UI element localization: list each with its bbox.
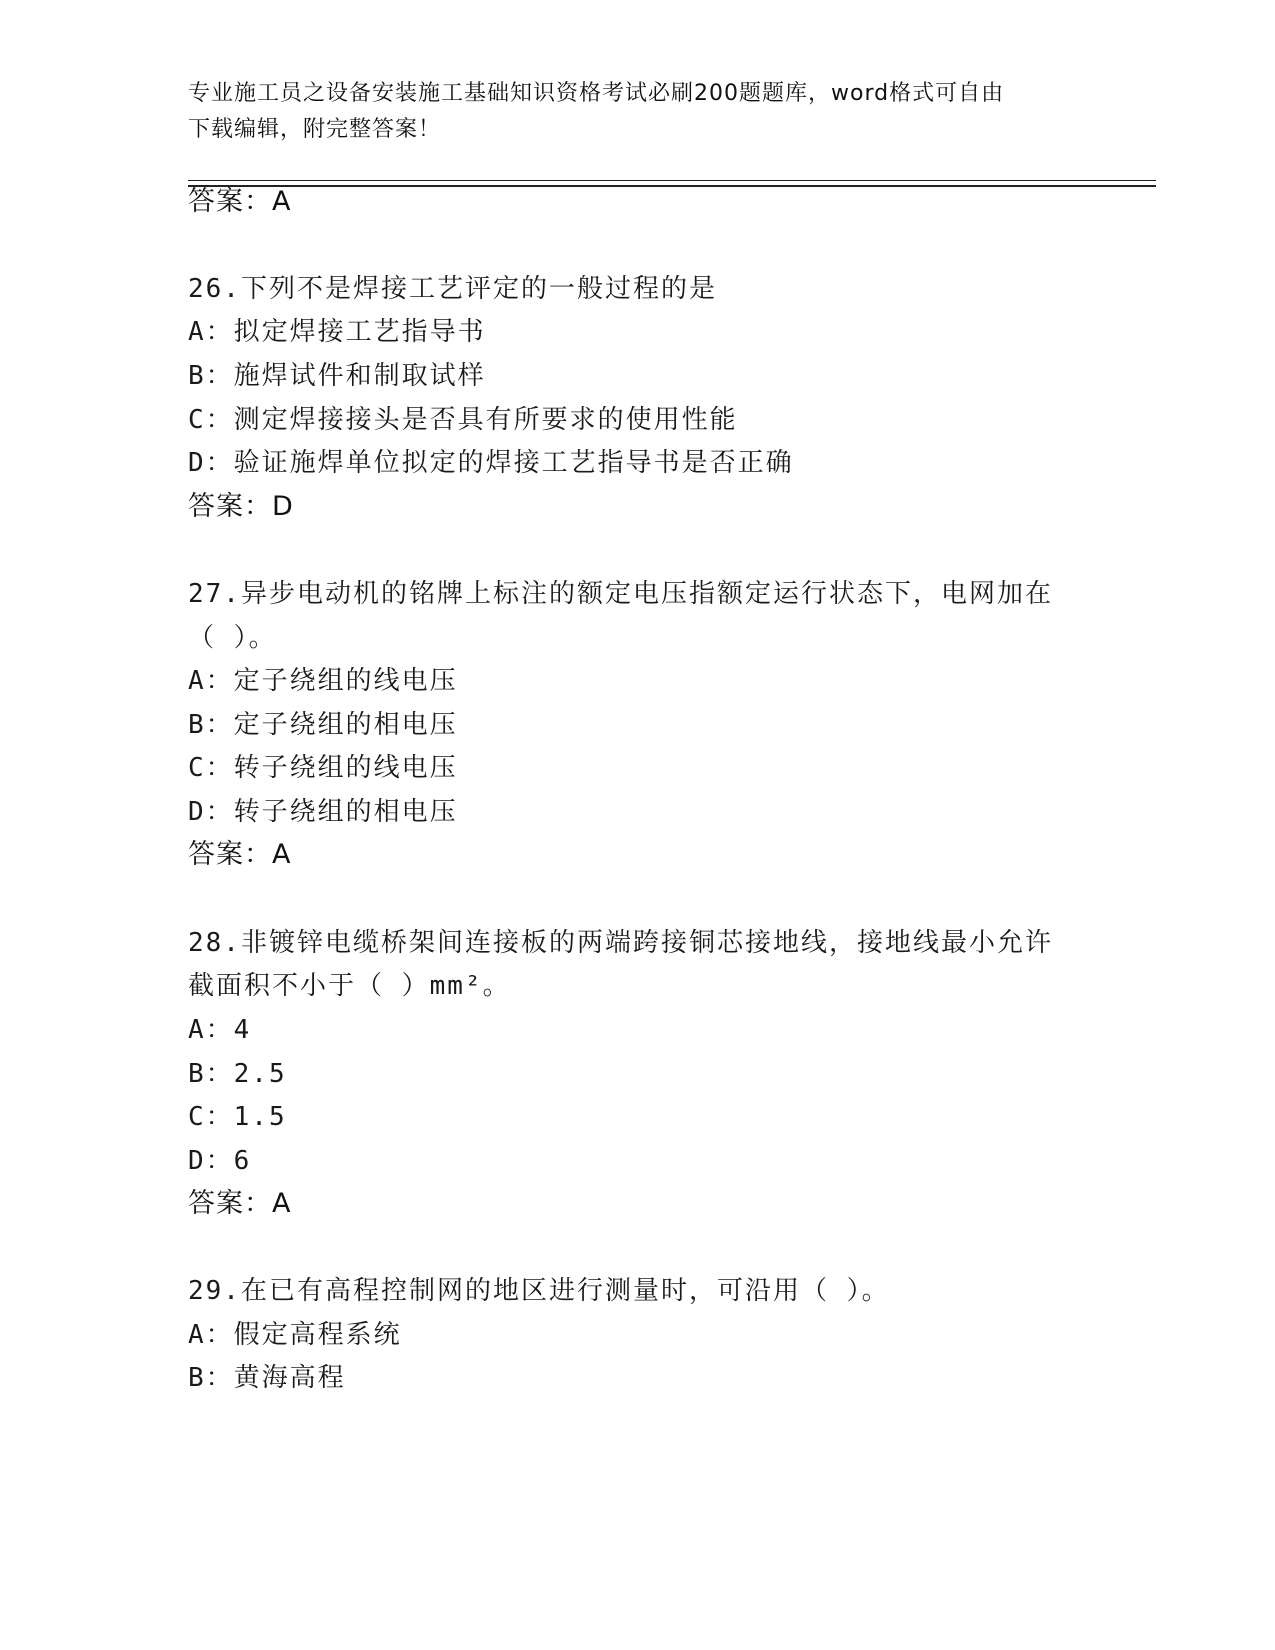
question-26-option-a: A：拟定焊接工艺指导书 [188,317,486,347]
question-29-option-b: B：黄海高程 [188,1363,346,1393]
question-28-stem-line-1: 28.非镀锌电缆桥架间连接板的两端跨接铜芯接地线，接地线最小允许 [188,928,1053,958]
question-27-stem-line-1: 27.异步电动机的铭牌上标注的额定电压指额定运行状态下，电网加在 [188,579,1053,609]
question-26-stem: 26.下列不是焊接工艺评定的一般过程的是 [188,274,717,304]
header-rule-thick [188,185,1156,187]
question-28-option-c: C：1.5 [188,1102,287,1132]
question-28-option-b: B：2.5 [188,1059,287,1089]
question-27-option-a: A：定子绕组的线电压 [188,666,458,696]
question-29-option-a: A：假定高程系统 [188,1320,402,1350]
header-rule-thin [188,180,1156,181]
question-28-answer: 答案：A [188,1188,292,1219]
answer-prev: 答案：A [188,186,292,217]
question-26-option-c: C：测定焊接接头是否具有所要求的使用性能 [188,405,738,435]
question-27-option-b: B：定子绕组的相电压 [188,710,458,740]
question-27-stem-line-2: （ ）。 [188,623,277,653]
question-27-option-c: C：转子绕组的线电压 [188,753,458,783]
question-27-answer: 答案：A [188,839,292,870]
document-header [188,76,1088,148]
question-26-option-d: D：验证施焊单位拟定的焊接工艺指导书是否正确 [188,448,794,478]
header-line-1: 专业施工员之设备安装施工基础知识资格考试必刷200题题库，word格式可自由 [188,81,1005,106]
question-26-answer: 答案：D [188,491,294,522]
question-27-option-d: D：转子绕组的相电压 [188,797,458,827]
question-29-stem: 29.在已有高程控制网的地区进行测量时，可沿用（ ）。 [188,1276,890,1306]
question-28-option-d: D：6 [188,1146,252,1176]
header-line-2: 下载编辑，附完整答案！ [188,117,442,142]
question-28-option-a: A：4 [188,1015,252,1045]
question-26-option-b: B：施焊试件和制取试样 [188,361,486,391]
question-28-stem-line-2: 截面积不小于（ ）mm²。 [188,971,511,1001]
